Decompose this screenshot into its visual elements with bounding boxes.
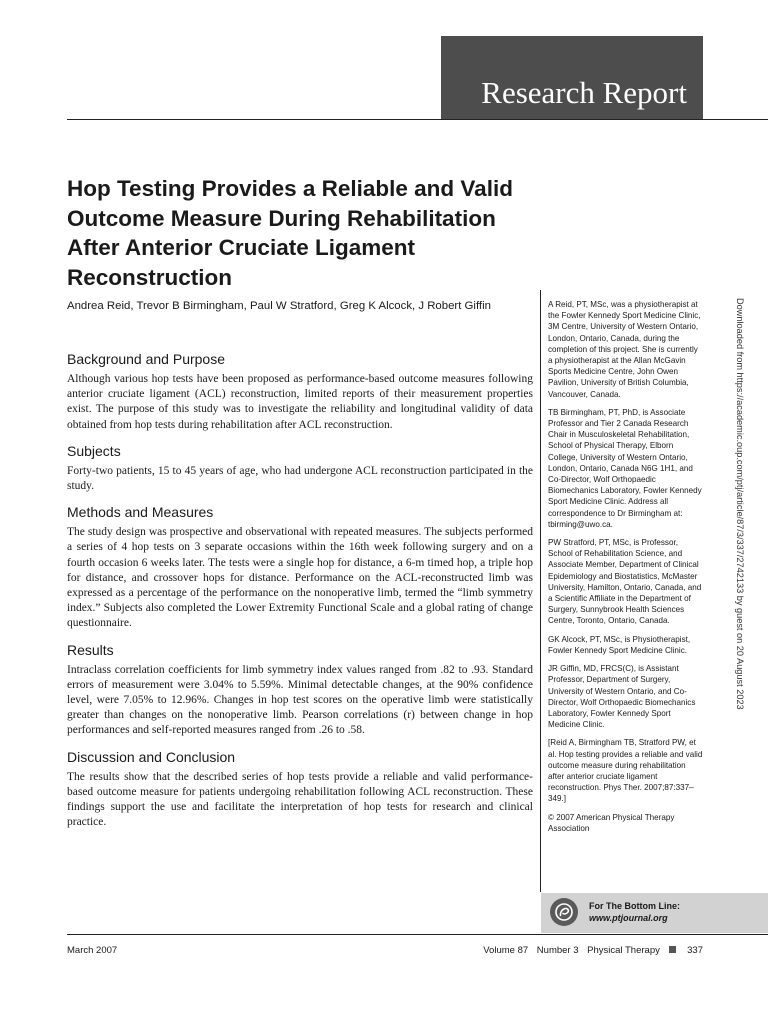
section-heading: Background and Purpose	[67, 351, 225, 367]
affiliation-giffin: JR Giffin, MD, FRCS(C), is Assistant Professor, Department of Surgery, University of Western Ontario, and Co-Director, Wolf Orthopaedic Biomechanics Laboratory, Fowler Kennedy Sport Medicine Clinic.	[548, 664, 696, 730]
section-text: Although various hop tests have been proposed as performance-based outcome measures following anterior cruciate ligament (ACL) reconstruction, limited reports of their measurement properties exist. The purpose of this study was to investigate the reliability and longitudinal validity of data obtained from hop tests during rehabilitation after ACL reconstruction.	[67, 373, 533, 431]
bottom-line-label: For The Bottom Line:	[589, 901, 680, 911]
square-bullet-icon	[669, 946, 676, 953]
top-divider	[67, 119, 768, 120]
affiliation-reid: A Reid, PT, MSc, was a physiotherapist at the Fowler Kennedy Sport Medicine Clinic, 3M Centre, University of Western Ontario, London, Ontario, Canada, during the completion of this project. She is currently a physiotherapist at the Allan McGavin Sports Medicine Centre, John Owen Pavilion, University of British Columbia, Vancouver, Canada.	[548, 300, 701, 399]
affiliation-alcock: GK Alcock, PT, MSc, is Physiotherapist, Fowler Kennedy Sport Medicine Clinic.	[548, 634, 691, 655]
volume-label: Volume 87	[483, 945, 529, 956]
section-text: Forty-two patients, 15 to 45 years of age, who had undergone ACL reconstruction participated in the study.	[67, 464, 533, 493]
section-text: The results show that the described series of hop tests provide a reliable and valid performance-based outcome measure for patients undergoing rehabilitation following ACL reconstruction. These findings support the use and facilitate the interpretation of hop tests for research and clinical practice.	[67, 770, 533, 829]
ptjournal-link[interactable]: www.ptjournal.org	[589, 913, 668, 923]
download-watermark: Downloaded from https://academic.oup.com/ptj/article/87/3/337/2742133 by guest on 20 August 2023	[735, 298, 745, 710]
section-heading: Results	[67, 641, 114, 658]
banner-label: Research Report	[481, 75, 687, 110]
ptj-logo-icon	[550, 898, 578, 926]
column-divider	[540, 290, 541, 892]
author-affiliations	[548, 299, 704, 841]
issue-date: March 2007	[67, 945, 118, 956]
bottom-line-box[interactable]	[541, 893, 768, 933]
section-text: The study design was prospective and observational with repeated measures. The subjects performed a series of 4 hop tests on 3 separate occasions within the 16th week following surgery and on a fourth occasion 6 weeks later. The tests were a single hop for distance, a 6-m timed hop, a triple hop for distance, and crossover hops for distance. Performance on the ACL-reconstructed limb was expressed as a percentage of the performance on the nonoperative limb, termed the “limb symmetry index.” Subjects also completed the Lower Extremity Functional Scale and a global rating of change questionnaire.	[67, 526, 533, 630]
affiliation-birmingham: TB Birmingham, PT, PhD, is Associate Professor and Tier 2 Canada Research Chair in Musculoskeletal Rehabilitation, School of Physical Therapy, Elborn College, University of Western Ontario, London, Ontario, Canada N6G 1H1, and Co-Director, Wolf Orthopaedic Biomechanics Laboratory, Fowler Kennedy Sport Medicine Clinic. Address all correspondence to Dr Birmingham at: tbirming@uwo.ca.	[548, 407, 702, 529]
section-heading: Subjects	[67, 442, 121, 459]
copyright: © 2007 American Physical Therapy Association	[548, 812, 675, 833]
bottom-divider	[67, 934, 768, 935]
author-list: Andrea Reid, Trevor B Birmingham, Paul W Stratford, Greg K Alcock, J Robert Giffin	[67, 300, 491, 312]
section-heading: Methods and Measures	[67, 504, 214, 521]
issue-info	[477, 945, 703, 956]
page-number: 337	[687, 945, 703, 956]
number-label: Number 3	[536, 945, 579, 956]
section-banner	[441, 36, 703, 119]
citation: [Reid A, Birmingham TB, Stratford PW, et al. Hop testing provides a reliable and valid outcome measure during rehabilitation after anterior cruciate ligament reconstruction. Phys Ther. 2007;87:337–349.]	[548, 738, 703, 804]
article-title: Hop Testing Provides a Reliable and Valid Outcome Measure During Rehabilitation After Anterior Cruciate Ligament Reconstruction	[67, 176, 513, 290]
section-heading: Discussion and Conclusion	[67, 748, 236, 765]
section-text: Intraclass correlation coefficients for limb symmetry index values ranged from .82 to .93. Standard errors of measurement were 3.04% to 5.59%. Minimal detectable changes, at the 90% confidence level, were 7.05% to 12.96%. Changes in hop test scores on the operative limb were statistically greater than changes on the nonoperative limb. Pearson correlations (r) between change in hop performances and self-reported measures ranged from .26 to .58.	[67, 663, 533, 737]
affiliation-stratford: PW Stratford, PT, MSc, is Professor, School of Rehabilitation Science, and Associate Member, Department of Clinical Epidemiology and Biostatistics, McMaster University, Hamilton, Ontario, Canada, and a Scientific Affiliate in the Department of Surgery, Sunnybrook Health Sciences Centre, Toronto, Ontario, Canada.	[548, 538, 702, 626]
abstract	[67, 351, 533, 840]
journal-name: Physical Therapy	[587, 945, 660, 956]
